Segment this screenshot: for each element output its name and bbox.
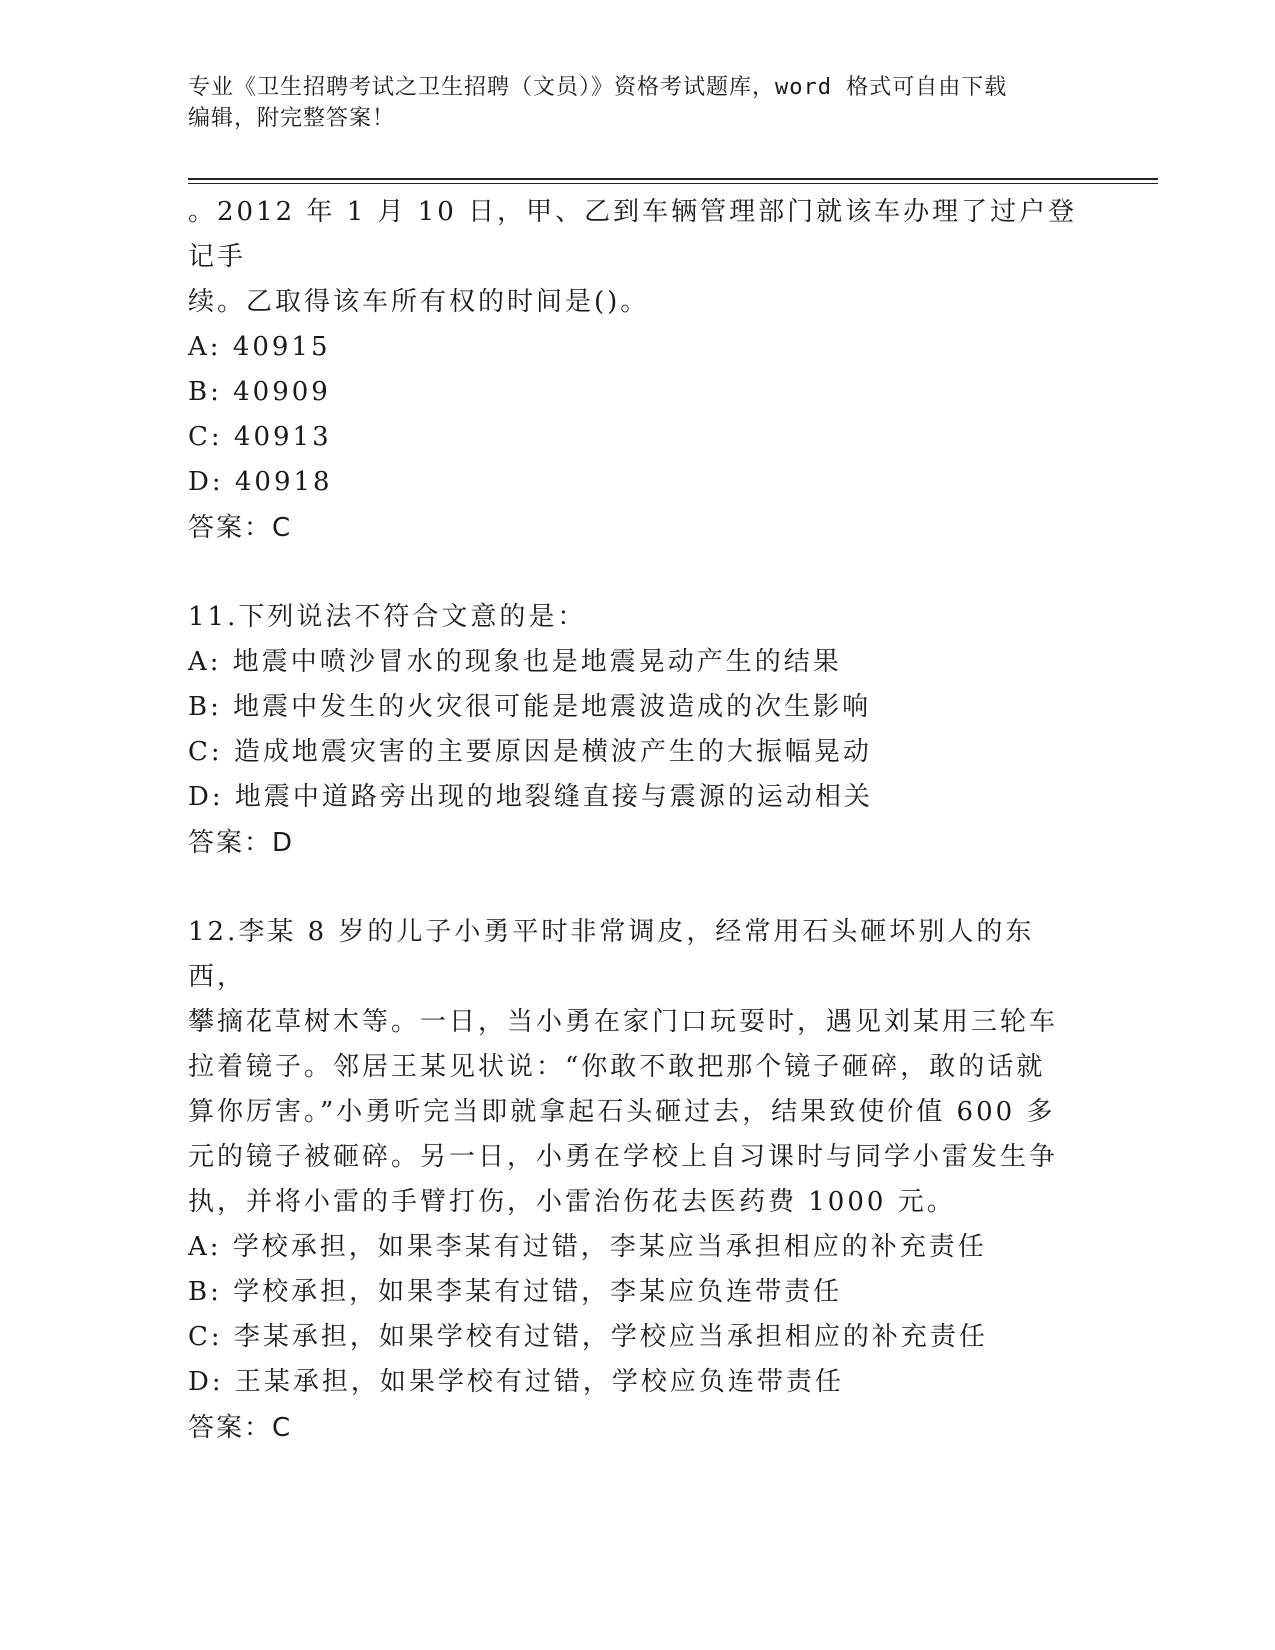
question-10-text-line-2: 续。乙取得该车所有权的时间是()。	[188, 287, 650, 317]
question-12-option-c: C: 李某承担，如果学校有过错，学校应当承担相应的补充责任	[188, 1322, 988, 1352]
question-11-option-c: C: 造成地震灾害的主要原因是横波产生的大振幅晃动	[188, 737, 872, 767]
question-12-option-b: B: 学校承担，如果李某有过错，李某应负连带责任	[188, 1277, 843, 1307]
question-10-option-b: B: 40909	[188, 377, 331, 407]
question-12-text-line-1: 12.李某 8 岁的儿子小勇平时非常调皮，经常用石头砸坏别人的东西，	[188, 917, 1035, 992]
question-12-text-line-4: 算你厉害。”小勇听完当即就拿起石头砸过去，结果致使价值 600 多	[188, 1097, 1056, 1127]
question-12-option-a: A: 学校承担，如果李某有过错，李某应当承担相应的补充责任	[188, 1232, 987, 1262]
header-line-2: 编辑，附完整答案！	[188, 106, 396, 131]
header-rule-thin	[188, 183, 1158, 184]
question-11-option-a: A: 地震中喷沙冒水的现象也是地震晃动产生的结果	[188, 647, 842, 677]
question-11-answer: 答案：D	[188, 828, 295, 858]
header-line-1: 专业《卫生招聘考试之卫生招聘（文员）》资格考试题库，word 格式可自由下载	[188, 75, 1008, 100]
document-header	[188, 72, 1068, 134]
question-content	[188, 190, 1088, 1451]
question-10-option-d: D: 40918	[188, 467, 333, 497]
spacer	[188, 551, 1088, 595]
question-12-answer: 答案：C	[188, 1413, 293, 1443]
question-12-text-line-2: 攀摘花草树木等。一日，当小勇在家门口玩耍时，遇见刘某用三轮车	[188, 1007, 1059, 1037]
question-10-text-line-1: 。2012 年 1 月 10 日，甲、乙到车辆管理部门就该车办理了过户登记手	[188, 197, 1078, 272]
question-12-text-line-5: 元的镜子被砸碎。另一日，小勇在学校上自习课时与同学小雷发生争	[188, 1142, 1059, 1172]
question-12	[188, 910, 1088, 1451]
question-10-option-a: A: 40915	[188, 332, 331, 362]
question-12-text-line-3: 拉着镜子。邻居王某见状说：“你敢不敢把那个镜子砸碎，敢的话就	[188, 1052, 1046, 1082]
spacer	[188, 866, 1088, 910]
question-12-text-line-6: 执，并将小雷的手臂打伤，小雷治伤花去医药费 1000 元。	[188, 1187, 956, 1217]
header-rule-thick	[188, 178, 1158, 180]
question-10-answer: 答案：C	[188, 513, 293, 543]
question-11	[188, 595, 1088, 866]
question-10-option-c: C: 40913	[188, 422, 332, 452]
question-11-option-b: B: 地震中发生的火灾很可能是地震波造成的次生影响	[188, 692, 872, 722]
question-11-text: 11.下列说法不符合文意的是：	[188, 602, 587, 632]
question-12-option-d: D: 王某承担，如果学校有过错，学校应负连带责任	[188, 1367, 844, 1397]
question-11-option-d: D: 地震中道路旁出现的地裂缝直接与震源的运动相关	[188, 782, 873, 812]
question-10	[188, 190, 1088, 551]
